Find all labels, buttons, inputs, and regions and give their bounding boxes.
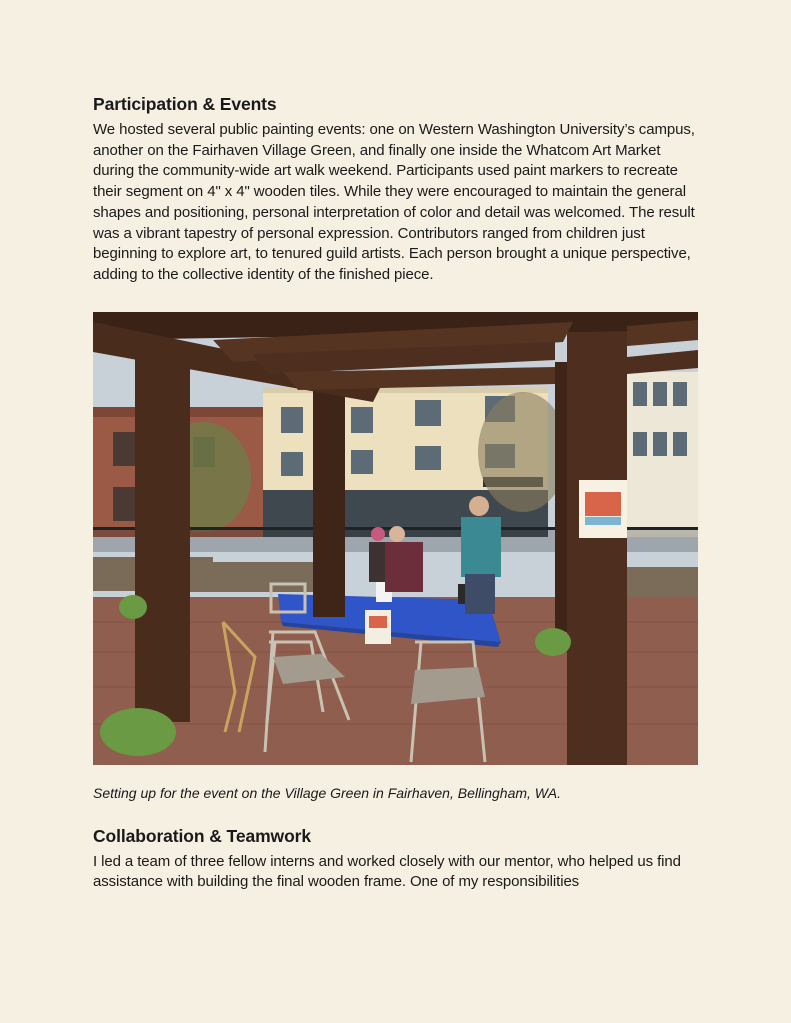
event-photo-figure xyxy=(93,312,698,803)
collaboration-teamwork-heading: Collaboration & Teamwork xyxy=(93,825,311,846)
participation-events-paragraph: We hosted several public painting events: one on Western Washington University’s campus, another on the Fairhaven Village Green, and finally one inside the Whatcom Art Market during the community-wide art walk weekend. Participants used paint markers to recreate their segment on 4" x 4" wooden tiles. While they were encouraged to maintain the general shapes and positioning, personal interpretation of color and detail was welcomed. The result was a vibrant tapestry of personal expression. Contributors ranged from children just beginning to explore art, to tenured guild artists. Each person brought a unique perspective, adding to the collective identity of the finished piece. xyxy=(93,121,695,283)
document-page xyxy=(93,92,698,893)
collaboration-teamwork-section xyxy=(93,824,698,893)
event-photo-illustration xyxy=(93,312,698,765)
collaboration-teamwork-paragraph: I led a team of three fellow interns and worked closely with our mentor, who helped us find assistance with building the final wooden frame. One of my responsibilities xyxy=(93,852,681,891)
event-photo xyxy=(93,312,698,765)
event-photo-caption: Setting up for the event on the Village Green in Fairhaven, Bellingham, WA. xyxy=(93,784,561,801)
participation-events-heading: Participation & Events xyxy=(93,94,277,114)
participation-events-section xyxy=(93,92,698,286)
